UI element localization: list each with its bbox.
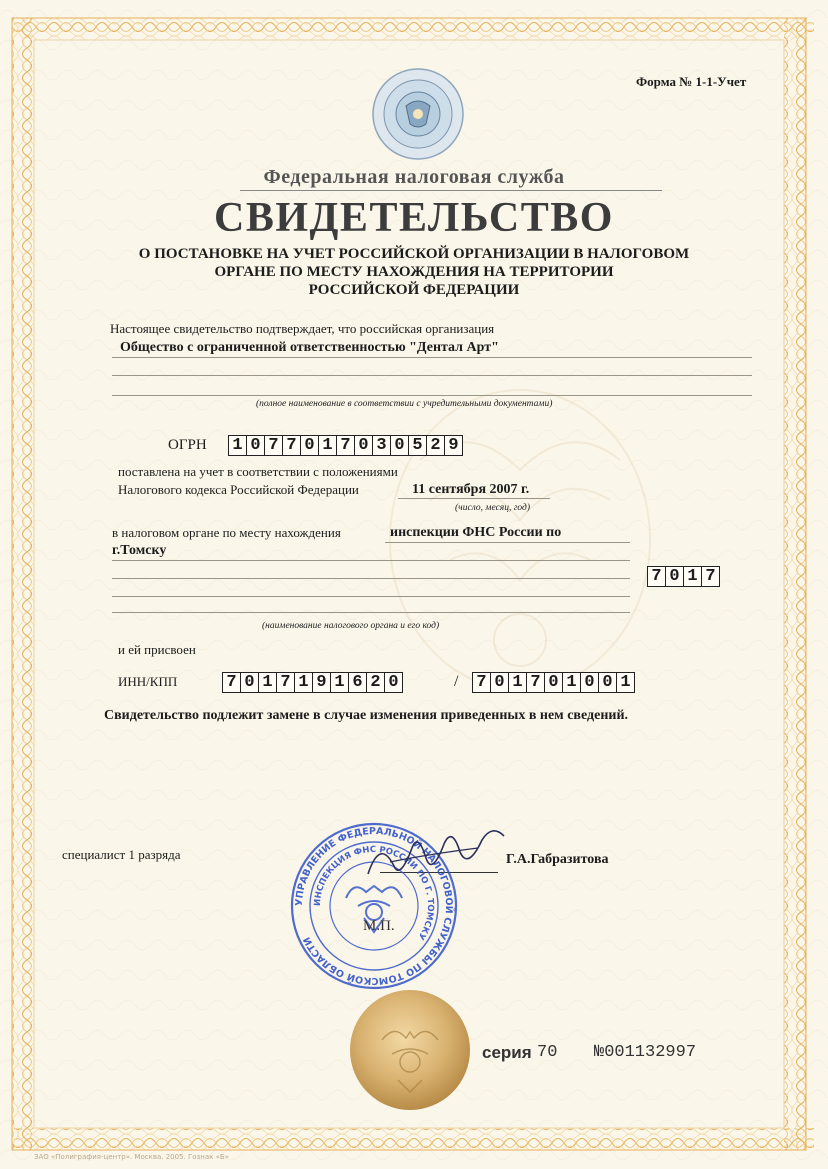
ogrn-digit: 0 [301,436,319,455]
inn-digit: 2 [367,673,385,692]
kpp-digit: 0 [581,673,599,692]
document-title: СВИДЕТЕЛЬСТВО [214,195,614,241]
kpp-boxes [472,672,635,693]
kpp-digit: 1 [563,673,581,692]
ogrn-digit: 7 [337,436,355,455]
replacement-notice: Свидетельство подлежит замене в случае изменения приведенных в нем сведений. [104,708,629,723]
subtitle-line-1: О ПОСТАНОВКЕ НА УЧЕТ РОССИЙСКОЙ ОРГАНИЗАЦИИ В НАЛОГОВОМ [138,246,690,262]
serial-number: №001132997 [594,1043,697,1062]
registration-line-2: Налогового кодекса Российской Федерации [118,482,359,497]
tax-code-digit: 7 [648,567,666,586]
inn-digit: 7 [277,673,295,692]
ogrn-label: ОГРН [168,437,207,453]
ogrn-digit: 9 [448,436,459,455]
organization-intro: Настоящее свидетельство подтверждает, что российская организация [110,321,495,336]
inn-kpp-separator: / [454,673,459,690]
tax-office-label: в налоговом органе по месту нахождения [112,525,341,540]
tax-office-name-1: инспекции ФНС России по [390,525,562,540]
kpp-digit: 7 [473,673,491,692]
inn-boxes [222,672,403,693]
inn-digit: 6 [349,673,367,692]
hologram-seal [348,988,472,1112]
ogrn-digit: 5 [409,436,427,455]
serial-series: 70 [537,1043,558,1062]
tax-code-digit: 0 [666,567,684,586]
org-line-1 [112,357,752,358]
kpp-digit: 0 [491,673,509,692]
ogrn-digit: 1 [319,436,337,455]
tax-office-line-1 [385,542,630,543]
ogrn-digit: 1 [229,436,247,455]
kpp-digit: 7 [527,673,545,692]
date-underline [398,498,550,499]
tax-office-line-5 [112,612,630,613]
tax-office-line-3 [112,578,630,579]
signer-name: Г.А.Габразитова [506,852,609,867]
tax-office-caption: (наименование налогового органа и его код) [262,621,440,631]
kpp-digit: 1 [509,673,527,692]
ogrn-digit: 0 [247,436,265,455]
inn-digit: 1 [331,673,349,692]
inn-digit: 0 [388,673,399,692]
ogrn-digit: 3 [373,436,391,455]
ogrn-digit: 7 [283,436,301,455]
registration-date: 11 сентября 2007 г. [412,482,530,497]
kpp-digit: 0 [545,673,563,692]
inn-digit: 7 [223,673,241,692]
kpp-digit: 1 [620,673,631,692]
inn-digit: 1 [295,673,313,692]
registration-line-1: поставлена на учет в соответствии с положениями [118,464,398,479]
serial-label: серия [482,1043,532,1062]
printer-imprint: ЗАО «Полиграфия-центр». Москва. 2005. Гознак «Б» [34,1153,229,1161]
date-caption: (число, месяц, год) [455,503,531,513]
ogrn-digit: 0 [355,436,373,455]
ogrn-digit: 2 [427,436,445,455]
subtitle-line-3: РОССИЙСКОЙ ФЕДЕРАЦИИ [308,282,520,298]
org-line-2 [112,375,752,376]
stamp-place-label: М.П. [363,918,395,934]
inn-digit: 0 [241,673,259,692]
form-number: Форма № 1-1-Учет [636,74,747,89]
stamp-outer-text: УПРАВЛЕНИЕ ФЕДЕРАЛЬНОЙ НАЛОГОВОЙ СЛУЖБЫ ПО ТОМСКОЙ ОБЛАСТИ [293,825,455,987]
agency-name: Федеральная налоговая служба [263,166,565,188]
assigned-label: и ей присвоен [118,642,196,657]
hologram-emblem [370,66,466,162]
tax-office-line-2 [112,560,630,561]
tax-office-name-2: г.Томску [112,543,167,558]
inn-kpp-label: ИНН/КПП [118,674,178,689]
tax-code-digit: 1 [684,567,702,586]
organization-name: Общество с ограниченной ответственностью "Дентал Арт" [120,340,499,355]
ogrn-boxes [228,435,463,456]
subtitle-line-2: ОРГАНЕ ПО МЕСТУ НАХОЖДЕНИЯ НА ТЕРРИТОРИИ [214,264,614,280]
agency-underline [240,190,662,191]
tax-code-digit: 7 [705,567,716,586]
organization-caption: (полное наименование в соответствии с учредительными документами) [256,399,553,409]
tax-office-line-4 [112,596,630,597]
handwritten-signature [360,818,510,890]
ogrn-digit: 7 [265,436,283,455]
kpp-digit: 0 [599,673,617,692]
stamp-inner-text: ИНСПЕКЦИЯ ФНС РОССИИ ПО Г. ТОМСКУ [312,844,436,942]
org-line-3 [112,395,752,396]
inn-digit: 9 [313,673,331,692]
ogrn-digit: 0 [391,436,409,455]
inn-digit: 1 [259,673,277,692]
signer-position: специалист 1 разряда [62,847,181,862]
document-subtitle [0,245,828,299]
tax-office-code-boxes [647,566,720,587]
